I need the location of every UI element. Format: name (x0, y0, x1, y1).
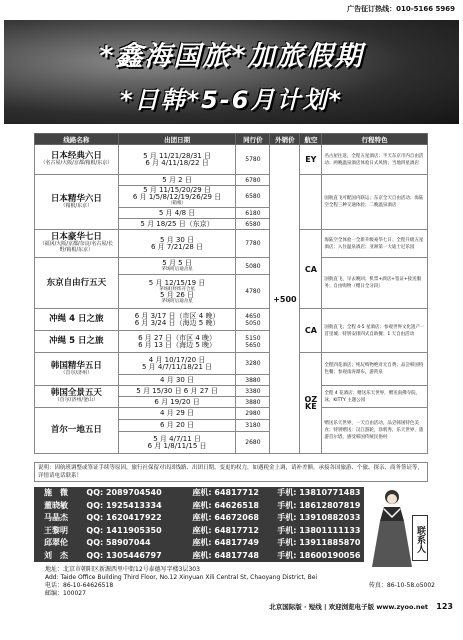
route-price: 2980 (236, 408, 270, 420)
route-price: 5150 5650 (236, 331, 270, 353)
contact-mobile: 手机: 13910882033 (277, 513, 361, 522)
route-name: 冲绳 5 日之旅 (35, 331, 119, 353)
col-dates: 出团日期 (118, 134, 236, 145)
route-price: 6180 (236, 208, 270, 219)
contact-name: 施 微 (44, 488, 68, 497)
col-trade-price: 同行价 (236, 134, 270, 145)
table-row (35, 309, 428, 331)
list-item (34, 512, 364, 525)
route-price: 4650 5050 (236, 309, 270, 331)
table-header-row (35, 134, 428, 145)
route-dates: 6 月 20 日 (118, 420, 236, 432)
note: 说明：因航班调整或签证手续等原因，旅行社保留对出团线路、出团日期、变更的权力，如遇税金上调，请补差额。承接各国旅游、个旅、探亲、商务签证等，详情请电话联系！ (34, 462, 428, 482)
route-dates: 5 月 18/25 日（东京） (118, 219, 236, 230)
route-dates: 5 月 2 日 (118, 175, 236, 186)
contact-landline: 座机: 64817712 (192, 525, 259, 535)
col-route: 线路名称 (35, 134, 119, 145)
route-price: 3880 (236, 397, 270, 408)
address-fax: 传真：86-10-58.o5002 (368, 582, 435, 589)
route-name: 日本经典六日 （名古屋/大阪/京都/箱根/东京） (35, 145, 119, 175)
route-dates: 6 月 3/17 日（市区 4 晚） 6 月 3/24 日（海边 5 晚） (118, 309, 236, 331)
route-dates: 5 月 11/21/28/31 日 6 月 4/11/18/22 日 (118, 145, 236, 175)
contact-landline: 座机: 64817749 (192, 538, 259, 547)
contact-name: 董晓敏 (44, 500, 68, 510)
contact-qq: QQ: 2089704540 (86, 488, 162, 497)
route-price: 6580 (236, 186, 270, 208)
route-feature: 全程四花酒店；纯玩购物绝对无自费；品尝韩国特色餐；参观南涛瀑布，游药泉 (322, 353, 428, 386)
contact-landline: 座机: 64626518 (192, 500, 259, 510)
route-name: 日本精华六日 （箱根/东京） (35, 175, 119, 230)
contact-landline: 座机: 64817748 (192, 550, 259, 560)
list-item (34, 550, 364, 563)
route-dates: 5 月 4/7/11 日 6 月 1/8/11/15 日 (118, 432, 236, 454)
address-cn: 地址：北京市朝阳区新源西里中街12号泰德写字楼3层303 (45, 566, 200, 573)
route-price: 3280 (236, 353, 270, 375)
table-row (35, 258, 428, 275)
route-price: 6580 (236, 219, 270, 230)
contact-landline: 座机: 64672068 (192, 513, 259, 522)
route-price: 4780 (236, 275, 270, 309)
table-row (35, 145, 428, 175)
contact-landline: 座机: 64817712 (192, 488, 259, 497)
route-name: 日本豪华七日 （福冈/大阪/京都/奈良/名古屋/长野/箱根/东京） (35, 230, 119, 258)
table-row (35, 353, 428, 375)
route-dates: 5 月 30 日 6 月 7/21/28 日 (118, 230, 236, 258)
list-item (34, 500, 364, 513)
contact-name: 马晶杰 (44, 513, 68, 522)
route-name: 首尔一地五日 (35, 408, 119, 454)
address-block (45, 566, 435, 598)
route-name: 冲绳 4 日之旅 (35, 309, 119, 331)
route-price: 3380 (236, 386, 270, 397)
col-feature: 行程特色 (322, 134, 428, 145)
contact-mobile: 手机: 13911885870 (277, 538, 361, 547)
route-price: 7780 (236, 230, 270, 258)
route-dates: 6 月 19/20 日 (118, 397, 236, 408)
route-name: 韩国全景五天 （首尔/济州/釜山） (35, 386, 119, 408)
contact-qq: QQ: 1925413334 (86, 500, 162, 510)
contact-name: 邱翠伦 (44, 538, 68, 547)
table-row (35, 175, 428, 186)
contact-tag: 联系人 (412, 515, 428, 561)
route-feature: 国航直飞，早去晚回；机票+酒店+签证+接送服务；自由购物（赠日全分段） (322, 258, 428, 309)
route-dates: 6 月 27 日（市区 4 晚） 6 月 13 日（海边 5 晚） (118, 331, 236, 353)
contact-qq: QQ: 1620417922 (86, 513, 162, 522)
shared-markup: +500 (270, 145, 300, 454)
footer-text: 北京国际版 · 短线 | 欢迎浏览电子版 www.zyoo.net (269, 603, 429, 611)
route-price: 2680 (236, 432, 270, 454)
contact-mobile: 手机: 13801111133 (277, 525, 361, 535)
banner (4, 20, 459, 124)
route-dates: 4 月 30 日 (118, 375, 236, 386)
route-price: 5080 (236, 258, 270, 275)
address-tel: 电话：86-10-64626518 (45, 582, 114, 589)
airline: EY (300, 145, 322, 175)
col-airline: 航空 (300, 134, 322, 145)
route-dates: 4 月 29 日 (118, 408, 236, 420)
route-feature: 国航直飞可配国内联运；东京全天自由活动；海陆空全程三种交通体验；二晚温泉酒店 (322, 175, 428, 230)
footer (269, 602, 453, 611)
address-en: Add: Taide Office Building Third Floor, No.12 Xinyuan Xili Central St, Chaoyang District, Bei (45, 574, 318, 581)
contact-qq: QQ: 1305446797 (86, 550, 162, 560)
airline: CA (300, 309, 322, 353)
ad-hotline: 广告征订热线：010-5166 5969 (347, 5, 455, 13)
route-feature: 海陆空全体验一全新升级豪华七日；全程升级五星酒店；入住温泉酒店；亚洲第一大迪士尼乐园 (322, 230, 428, 258)
contact-mobile: 手机: 13810771483 (277, 488, 361, 497)
banner-title: *鑫海国旅*加旅假期 (99, 41, 364, 72)
route-name: 韩国精华五日 （首尔/济州） (35, 353, 119, 386)
list-item (34, 487, 364, 500)
address-postcode: 邮编：100027 (45, 590, 86, 597)
contact-name: 王黎明 (44, 525, 68, 535)
route-feature: 国航直飞；全程 4-5 星酒店；参观世界文化遗产一首里城；特别安排四式自助餐；1 天自由活动 (322, 309, 428, 353)
contact-list (34, 487, 364, 562)
route-feature: 赠送乐天世界，一天自由活动，品尝韩国特色美食；特别赠送：汉江游轮，涂鸦秀，乐天世界，旅游首尔塔，感受韩国传统民俗村 (322, 408, 428, 454)
contact-name: 刘 杰 (44, 550, 68, 560)
route-name: 东京自由行五天 (35, 258, 119, 309)
woman-figure-icon (370, 487, 414, 567)
route-dates: 5 月 5 日 茅场町后迪舍星 (118, 258, 236, 275)
list-item (34, 525, 364, 538)
col-retail-price: 外销价 (270, 134, 300, 145)
hanbok-illustration (370, 487, 428, 567)
list-item (34, 537, 364, 550)
contact-qq: QQ: 1411905350 (86, 525, 162, 535)
airline-empty (300, 175, 322, 230)
route-price: 6780 (236, 175, 270, 186)
contact-mobile: 手机: 18600190056 (277, 550, 361, 560)
table-row (35, 408, 428, 420)
contact-mobile: 手机: 18612807819 (277, 500, 361, 510)
contact-qq: QQ: 58907044 (86, 538, 151, 547)
route-dates: 5 月 12/15/19 日 茅场町经纬开合星 5 月 26 日 茅场町后迪舍星 (118, 275, 236, 309)
route-dates: 5 月 11/15/20/29 日 6 月 1/5/8/12/19/26/29 日 （箱根） (118, 186, 236, 208)
airline: OZ KE (300, 353, 322, 454)
table-row (35, 386, 428, 397)
route-feature: 全程 4 花酒店；赠送乐天世界，赠送南佛寺院，泳，KITTY 主题公园 (322, 386, 428, 408)
route-price: 5780 (236, 145, 270, 175)
route-dates: 4 月 10/17/20 日 5 月 4/7/11/18/21 日 (118, 353, 236, 375)
banner-subtitle: *日韩*5-6月计划* (119, 86, 343, 114)
route-price: 3180 (236, 420, 270, 432)
route-feature: 名古屋往返，全程五星酒店；半天东京市内自由活动；两晚温泉酒店体验日式风情；当地四星酒店 (322, 145, 428, 175)
routes-table (34, 133, 428, 454)
route-dates: 5 月 4/8 日 (118, 208, 236, 219)
route-dates: 5 月 15/30 日 6 月 27 日 (118, 386, 236, 397)
airline: CA (300, 230, 322, 309)
table-row (35, 230, 428, 258)
page-number: 123 (436, 602, 453, 611)
route-price: 3880 (236, 375, 270, 386)
